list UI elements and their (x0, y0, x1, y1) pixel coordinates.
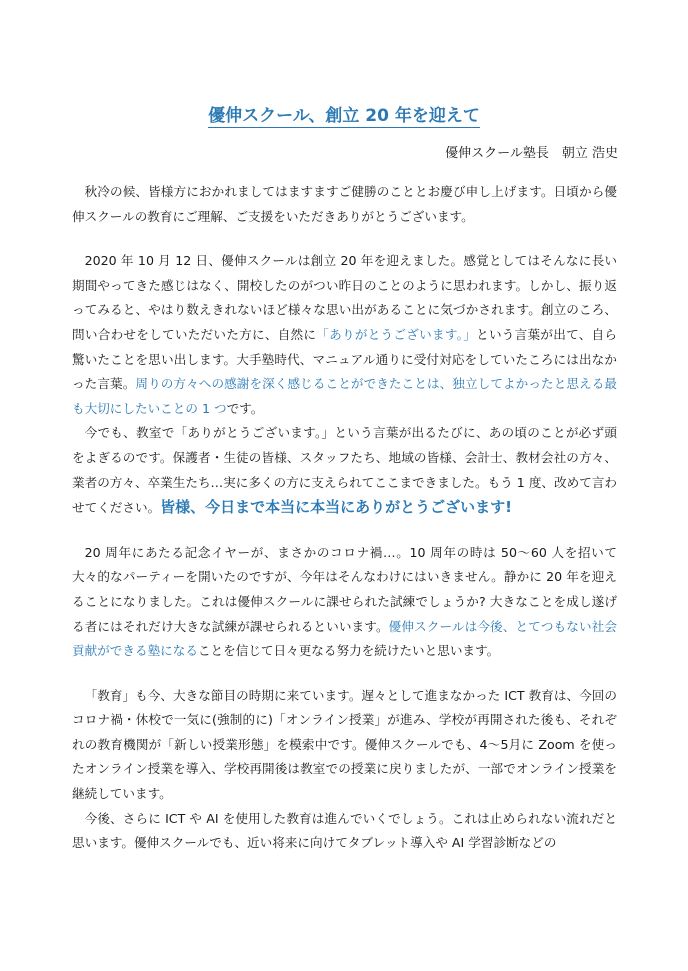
paragraph-thanks-text: 今でも、教室で「ありがとうございます。」という言葉が出るたびに、あの頃のことが必ず頭をよぎるのです。保護者・生徒の皆様、スタッフたち、地域の皆様、会計士、教材会社の方々、業者の方々、卒業生たち…実に多くの方に支えられてここまできました。もう 1 度、改めて言わせてください。 (72, 425, 617, 516)
paragraph-gap (72, 521, 617, 541)
paragraph-anniversary-text-e: です。 (226, 400, 264, 416)
document-title-text: 優伸スクール、創立 20 年を迎えて (208, 106, 480, 126)
highlight-thanks-quote: 「ありがとうございます。」 (316, 326, 477, 342)
document-author: 優伸スクール塾長 朝立 浩史 (445, 146, 618, 161)
paragraph-gap (72, 229, 617, 249)
paragraph-gap (72, 664, 617, 684)
paragraph-future: 今後、さらに ICT や AI を使用した教育は進んでいくでしょう。これは止められない流れだと思います。優伸スクールでも、近い将来に向けてタブレット導入や AI 学習診断などの (72, 810, 617, 851)
paragraph-education: 「教育」も今、大きな節目の時期に来ています。遅々として進まなかった ICT 教育は、今回のコロナ禍・休校で一気に(強制的に)「オンライン授業」が進み、学校が再開された後も、それぞれの教育機関が「新しい授業形態」を模索中です。優伸スクールでも、4～5月に Zoom を使ったオンライン授業を導入、学校再開後は教室での授業に戻りましたが、一部でオンライン授業を継続しています。 (72, 687, 617, 802)
document-title (0, 104, 688, 128)
paragraph-thanks (72, 421, 617, 520)
paragraph-anniversary-text-a: 2020 年 10 月 12 日、優伸スクールは創立 20 年を迎えました。感覚としてはそんなに長い期間やってきた感じはなく、開校したのがつい昨日のことのように思われます。しかし、振り返ってみると、やはり数えきれないほど様々な思い出があることに気づかされます。創立のころ、問い合わせをしていただいた方に、自然に (72, 253, 617, 342)
paragraph-corona-text-a: 20 周年にあたる記念イヤーが、まさかのコロナ禍…。10 周年の時は 50～60 人を招いて大々的なパーティーを開いたのですが、今年はそんなわけにはいきません。静かに 20 年を迎えることになりました。これは優伸スクールに課せられた試練でしょうか? 大きなことを成し遂げる者にはそれだけ大きな試練が課せられるといいます。 (72, 544, 617, 634)
paragraph-anniversary-text-c: という言葉が出て、自ら驚いたことを思い出します。大手塾時代、マニュアル通りに受付対応をしていたころには出なかった言葉。 (72, 326, 617, 392)
paragraph-corona-text-c: ことを信じて日々更なる努力を続けたいと思います。 (197, 643, 500, 659)
highlight-big-thanks: 皆様、今日まで本当に本当にありがとうございます! (160, 498, 512, 517)
highlight-gratitude: 周りの方々への感謝を深く感じることができたことは、独立してよかったと思える最も大切にしたいことの 1 つ (72, 376, 618, 416)
paragraph-corona (72, 541, 617, 664)
paragraph-anniversary (72, 249, 617, 421)
document-body (72, 180, 617, 856)
paragraph-greeting: 秋冷の候、皆様方におかれましてはますますご健勝のこととお慶び申し上げます。日頃から優伸スクールの教育にご理解、ご支援をいただきありがとうございます。 (72, 184, 617, 224)
highlight-contribution: 優伸スクールは今後、とてつもない社会貢献ができる塾になる (72, 618, 618, 659)
